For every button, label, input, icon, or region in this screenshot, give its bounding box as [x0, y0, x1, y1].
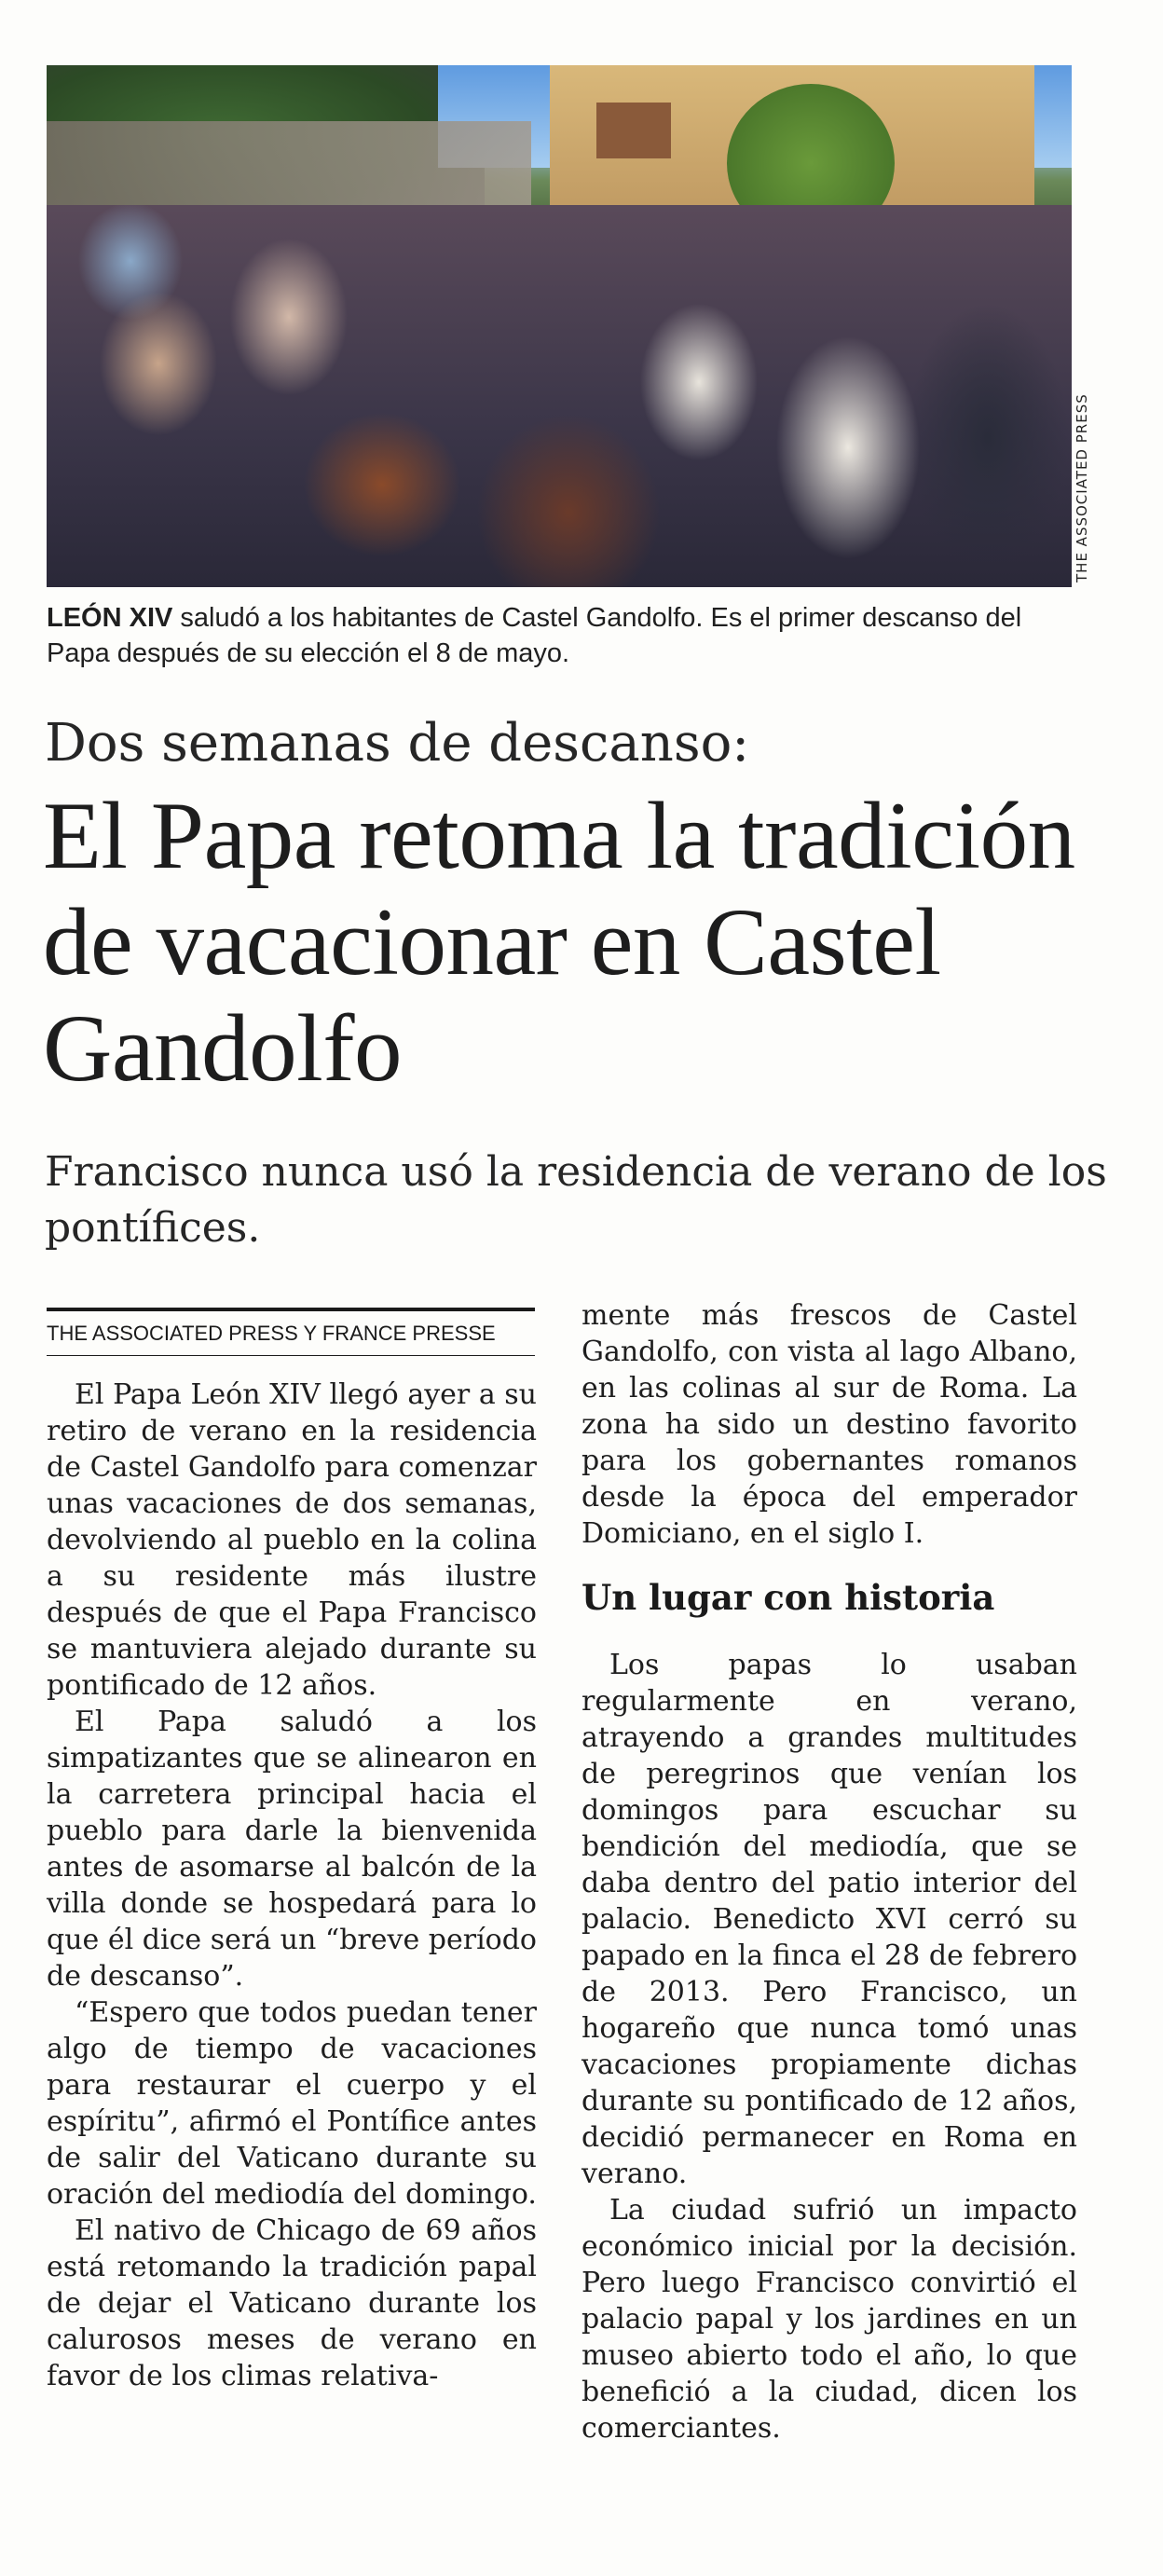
- photo-credit: THE ASSOCIATED PRESS: [1074, 393, 1090, 582]
- deck: Francisco nunca usó la residencia de verano de los pontífices.: [45, 1148, 1107, 1252]
- paragraph: El Papa León XIV llegó ayer a su retiro de verano en la residencia de Castel Gandolfo para comenzar unas vacaciones de dos semanas, devolviendo al pueblo en la colina a su residente más ilustre después de que el Papa Francisco se mantuviera alejado durante su pontificado de 12 años.: [47, 1378, 537, 1702]
- article-column-2: [582, 1297, 1077, 2446]
- crowd-scene: [47, 205, 1072, 587]
- caption-lead: LEÓN XIV: [47, 603, 173, 633]
- byline-rule-bottom: [47, 1355, 535, 1356]
- byline-rule-top: [47, 1308, 535, 1311]
- paragraph: El Papa saludó a los simpatizantes que se alinearon en la carretera principal hacia el pueblo para darle la bienvenida antes de asomarse al balcón de la villa donde se hospedará para lo que él dice será un “breve período de descanso”.: [47, 1706, 537, 1993]
- paragraph: La ciudad sufrió un impacto económico inicial por la decisión. Pero luego Francisco convirtió el palacio papal y los jardines en un museo abierto todo el año, lo que benefició a la ciudad, dicen los comerciantes.: [582, 2194, 1077, 2445]
- news-photo: [47, 65, 1072, 587]
- paragraph: Los papas lo usaban regularmente en verano, atrayendo a grandes multitudes de peregrinos que venían los domingos para escuchar su bendición del mediodía, que se daba dentro del patio interior del palacio. Benedicto XVI cerró su papado en la finca el 28 de febrero de 2013. Pero Francisco, un hogareño que nunca tomó unas vacaciones propiamente dichas durante su pontificado de 12 años, decidió permanecer en Roma en verano.: [582, 1649, 1077, 2190]
- subheading: Un lugar con historia: [582, 1577, 995, 1618]
- byline: THE ASSOCIATED PRESS Y FRANCE PRESSE: [47, 1322, 496, 1345]
- paragraph: mente más frescos de Castel Gandolfo, con vista al lago Albano, en las colinas al sur de Roma. La zona ha sido un destino favorito para los gobernantes romanos desde la época del emperador Domiciano, en el siglo I.: [582, 1299, 1077, 1550]
- headline: El Papa retoma la tradición de vacacionar en Castel Gandolfo: [43, 783, 1075, 1102]
- kicker: Dos semanas de descanso:: [45, 713, 750, 774]
- paragraph: “Espero que todos puedan tener algo de tiempo de vacaciones para restaurar el cuerpo y el espíritu”, afirmó el Pontífice antes de salir del Vaticano durante su oración del mediodía del domingo.: [47, 1996, 537, 2211]
- caption-text: saludó a los habitantes de Castel Gandolfo. Es el primer descanso del Papa después de su elección el 8 de mayo.: [47, 603, 1022, 668]
- paragraph: El nativo de Chicago de 69 años está retomando la tradición papal de dejar el Vaticano durante los calurosos meses de verano en favor de los climas relativa-: [47, 2214, 537, 2392]
- photo-caption: [47, 600, 1090, 671]
- article-column-1: [47, 1377, 537, 2394]
